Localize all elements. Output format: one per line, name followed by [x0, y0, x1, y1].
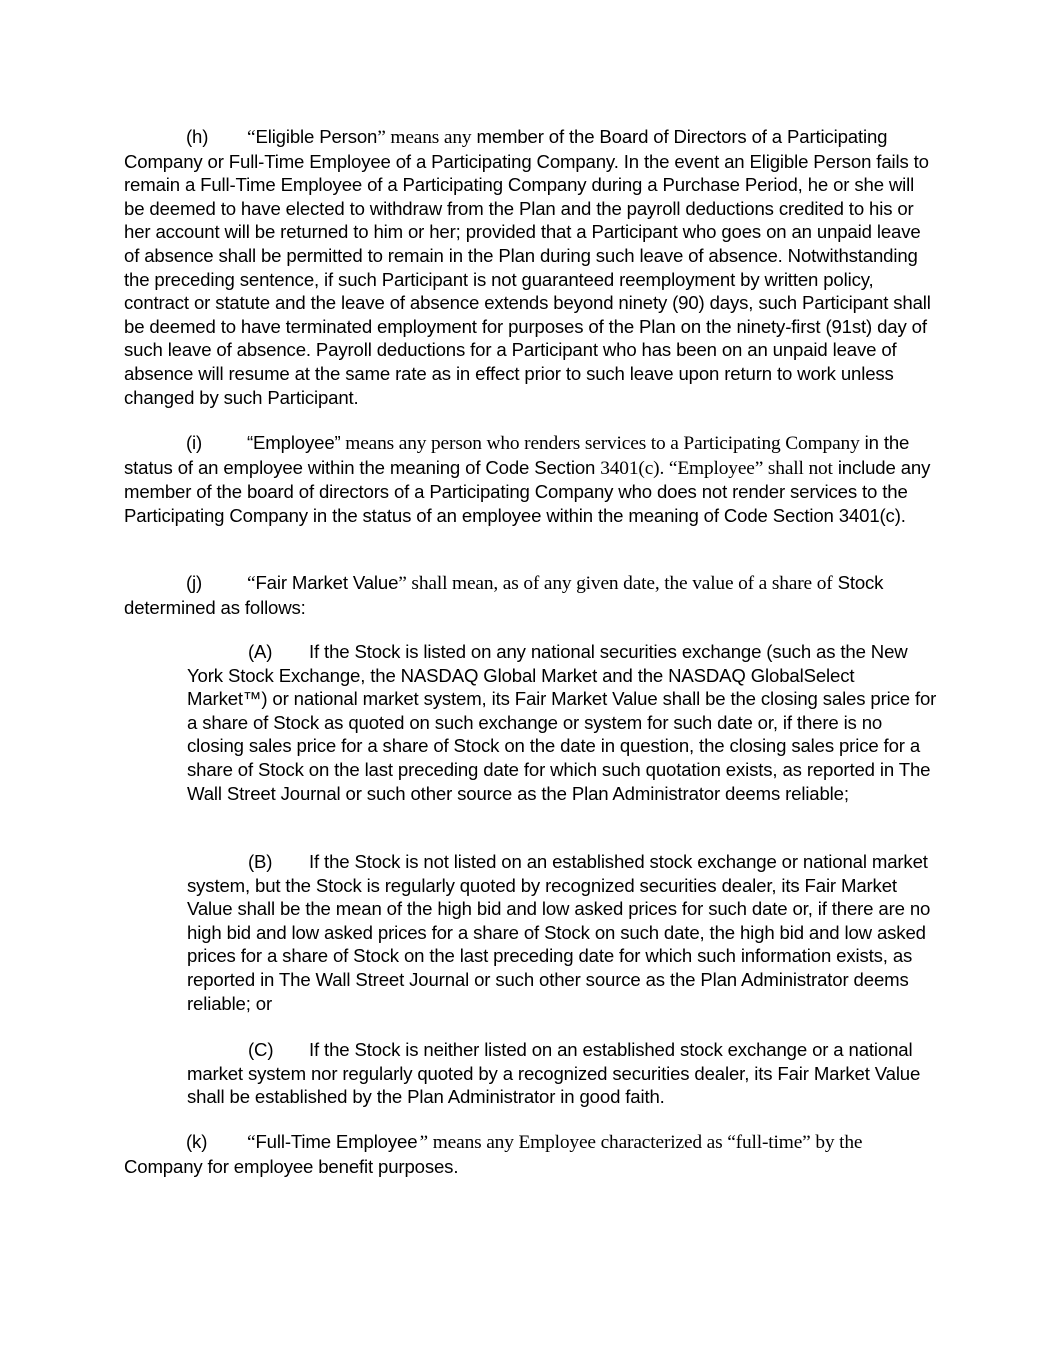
definition-lead: ” shall mean, as of any given date, the value of a share of	[398, 573, 833, 594]
close-quote: ”	[377, 127, 386, 148]
definition-line2: in the status of an employee within the meaning of Code Section	[124, 432, 910, 478]
definition-body: Stock determined as follows:	[124, 572, 884, 618]
subclause-number: (C)	[248, 1039, 274, 1060]
paragraph-number: (i)	[186, 432, 203, 453]
subclause-number: (B)	[248, 851, 273, 872]
definition-lead: means any Employee characterized as “full-time” by the	[428, 1132, 863, 1153]
subclause-c	[187, 1038, 937, 1109]
subclause-body: If the Stock is listed on any national securities exchange (such as the New York Stock Exchange, the NASDAQ Global Market and the NASDAQ GlobalSelect Market™) or national market system, its Fair Market Value shall be the closing sales price for a share of Stock as quoted on such exchange or system for such date or, if there is no closing sales price for a share of Stock on the date in question, the closing sales price for a share of Stock on the last preceding date for which such quotation exists, as reported in The Wall Street Journal or such other source as the Plan Administrator deems reliable;	[187, 641, 937, 804]
open-quote: “	[247, 573, 256, 594]
open-quote: “	[247, 1132, 256, 1153]
open-quote: “	[247, 127, 256, 148]
subclause-body: If the Stock is not listed on an established stock exchange or national market system, but the Stock is regularly quoted by recognized securities dealer, its Fair Market Value shall be the mean of the high bid and low asked prices for such date or, if there are no high bid and low asked prices for a share of Stock on such date, the high bid and low asked prices for a share of Stock on the last preceding date for which such information exists, as reported in The Wall Street Journal or such other source as the Plan Administrator deems reliable; or	[187, 851, 931, 1014]
subclause-body: If the Stock is neither listed on an established stock exchange or a national market system nor regularly quoted by a recognized securities dealer, its Fair Market Value shall be established by the Plan Administrator in good faith.	[187, 1039, 921, 1108]
definition-lead: means any	[385, 127, 472, 148]
definition-line2-serif: 3401(c). “Employee” shall not	[600, 457, 833, 479]
subclause-a	[187, 640, 937, 805]
definition-body: member of the Board of Directors of a Participating Company or Full-Time Employee of a Participating Company. In the event an Eligible Person fails to remain a Full-Time Employee of a Participating Company during a Purchase Period, he or she will be deemed to have elected to withdraw from the Plan and the payroll deductions credited to his or her account will be returned to him or her; provided that a Participant who goes on an unpaid leave of absence shall be permitted to remain in the Plan during such leave of absence. Notwithstanding the preceding sentence, if such Participant is not guaranteed reemployment by written policy, contract or statute and the leave of absence extends beyond ninety (90) days, such Participant shall be deemed to have terminated employment for purposes of the Plan on the ninety-first (91st) day of such leave of absence. Payroll deductions for a Participant who has been on an unpaid leave of absence will resume at the same rate as in effect prior to such leave upon return to work unless changed by such Participant.	[124, 126, 931, 408]
defined-term: Fair Market Value	[255, 572, 399, 593]
definition-employee	[124, 431, 934, 527]
paragraph-number: (h)	[186, 126, 209, 147]
definition-lead: means any person who renders services to a Participating Company	[340, 433, 860, 454]
paragraph-number: (j)	[186, 572, 203, 593]
defined-term: “Employee”	[247, 432, 341, 453]
defined-term: Full-Time Employee	[255, 1131, 418, 1152]
definition-body: include any member of the board of directors of a Participating Company who does not render services to the Participating Company in the status of an employee within the meaning of Code Section 3401(c).	[124, 456, 931, 526]
definition-full-time-employee	[124, 1130, 934, 1178]
definition-eligible-person	[124, 125, 934, 409]
definition-body: Company for employee benefit purposes.	[124, 1155, 459, 1177]
subclause-b	[187, 850, 937, 1015]
definition-fair-market-value	[124, 571, 934, 619]
defined-term: Eligible Person	[255, 126, 378, 147]
close-quote: ”	[417, 1132, 429, 1153]
paragraph-number: (k)	[186, 1131, 208, 1152]
subclause-number: (A)	[248, 641, 273, 662]
